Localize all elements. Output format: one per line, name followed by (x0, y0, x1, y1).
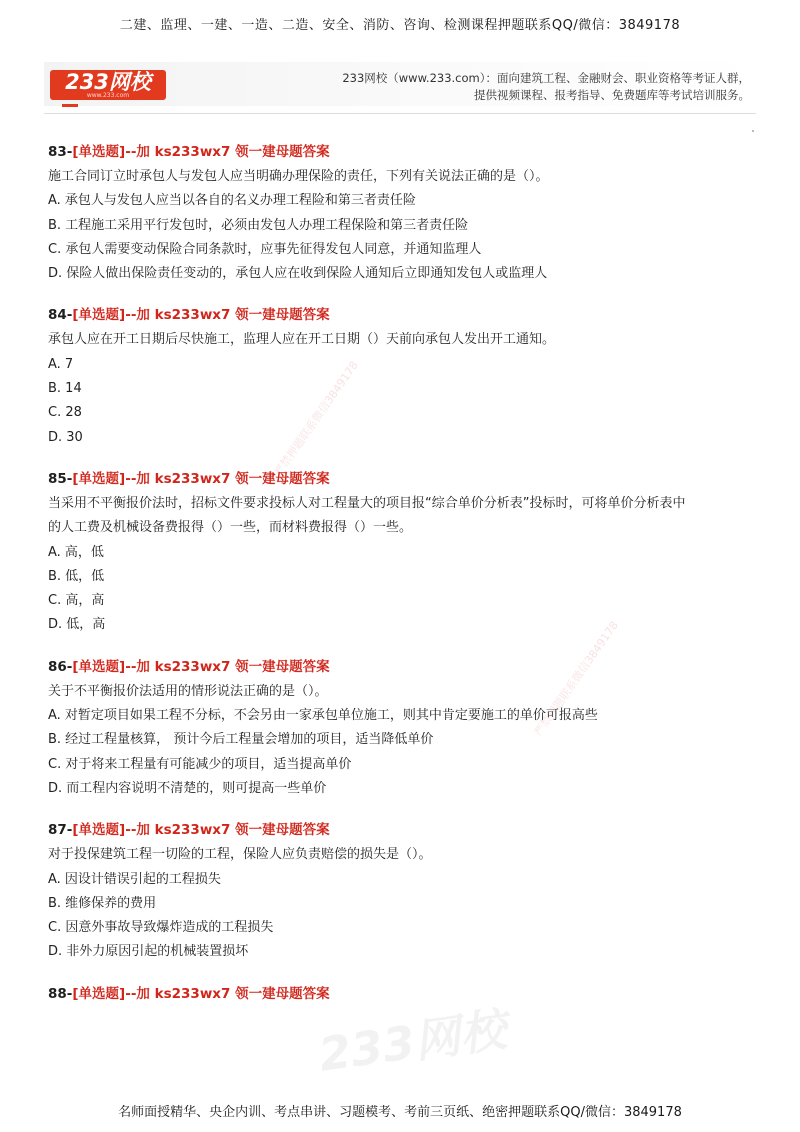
diagonal-watermark: 严禁押题联系微信3849178 (531, 618, 621, 739)
question-block (48, 657, 758, 801)
answer-option: C. 因意外事故导致爆炸造成的工程损失 (48, 920, 274, 936)
question-number: 87- (48, 822, 73, 839)
question-number: 83- (48, 144, 73, 160)
answer-option: D. 而工程内容说明不清楚的，则可提高一些单价 (48, 780, 327, 796)
question-number: 86- (48, 658, 73, 675)
answer-option: C. 28 (48, 405, 82, 421)
question-stem: 施工合同订立时承包人与发包人应当明确办理保险的责任，下列有关说法正确的是（）。 (48, 169, 549, 184)
answer-option: A. 因设计错误引起的工程损失 (48, 871, 221, 887)
question-block (48, 984, 758, 1004)
answer-option: B. 14 (48, 381, 82, 397)
answer-option: A. 7 (48, 356, 74, 372)
answer-option: C. 承包人需要变动保险合同条款时，应事先征得发包人同意，并通知监理人 (48, 241, 482, 257)
answer-option: B. 工程施工采用平行发包时，必须由发包人办理工程保险和第三者责任险 (48, 217, 469, 233)
footer-contact-banner: 名师面授精华、央企内训、考点串讲、习题模考、考前三页纸、绝密押题联系QQ/微信：3849178 (118, 1105, 682, 1120)
question-title (48, 820, 758, 840)
question-block (48, 305, 758, 449)
answer-option: D. 30 (48, 429, 83, 445)
question-stem-continued: 的人工费及机械设备费报得（）一些，而材料费报得（）一些。 (48, 520, 413, 536)
question-list (48, 142, 758, 1023)
answer-option: A. 承包人与发包人应当以各自的名义办理工程险和第三者责任险 (48, 193, 416, 209)
question-block (48, 820, 758, 964)
question-type-tag: [单选题]--加 ks233wx7 领一建母题答案 (72, 470, 330, 487)
question-stem: 关于不平衡报价法适用的情形说法正确的是（）。 (48, 683, 328, 699)
question-type-tag: [单选题]--加 ks233wx7 领一建母题答案 (72, 985, 330, 1002)
question-stem: 对于投保建筑工程一切险的工程，保险人应负责赔偿的损失是（）。 (48, 847, 432, 863)
question-title (48, 305, 758, 325)
answer-option: C. 对于将来工程量有可能减少的项目，适当提高单价 (48, 756, 352, 772)
footer-logo-watermark: 233网校 (315, 1002, 510, 1082)
answer-option: C. 高，高 (48, 593, 105, 609)
question-stem: 承包人应在开工日期后尽快施工，监理人应在开工日期（）天前向承包人发出开工通知。 (48, 332, 556, 348)
question-type-tag: [单选题]--加 ks233wx7 领一建母题答案 (72, 658, 330, 675)
top-contact-banner: 二建、监理、一建、一造、二造、安全、消防、咨询、检测课程押题联系QQ/微信：3849178 (119, 18, 681, 33)
header-desc-line2: 提供视频课程、报考指导、免费题库等考试培训服务。 (474, 88, 750, 102)
answer-option: D. 非外力原因引起的机械装置损坏 (48, 944, 249, 960)
question-stem: 当采用不平衡报价法时，招标文件要求投标人对工程量大的项目报“综合单价分析表”投标时，可将单价分析表中 (48, 495, 686, 511)
question-type-tag: [单选题]--加 ks233wx7 领一建母题答案 (72, 822, 330, 839)
logo-text: 233网校 (65, 70, 151, 94)
answer-option: B. 维修保养的费用 (48, 895, 157, 911)
logo-url: www.233.com (86, 92, 130, 99)
question-type-tag: [单选题]--加 ks233wx7 领一建母题答案 (72, 144, 330, 160)
question-number: 85- (48, 470, 73, 487)
margin-dot (752, 130, 754, 132)
question-number: 84- (48, 307, 73, 324)
answer-option: D. 保险人做出保险责任变动的，承包人应在收到保险人通知后立即通知发包人或监理人 (48, 266, 548, 282)
header-description (280, 70, 750, 104)
answer-option: D. 低，高 (48, 617, 106, 633)
question-block (48, 142, 758, 286)
question-number: 88- (48, 985, 73, 1002)
header-desc-line1: 233网校（www.233.com）：面向建筑工程、金融财会、职业资格等考证人群， (342, 71, 750, 85)
question-block (48, 469, 758, 638)
logo-underline (62, 104, 78, 107)
question-title (48, 657, 758, 677)
site-logo[interactable] (50, 70, 166, 100)
question-type-tag: [单选题]--加 ks233wx7 领一建母题答案 (72, 307, 330, 324)
answer-option: B. 经过工程量核算， 预计今后工程量会增加的项目，适当降低单价 (48, 732, 434, 748)
answer-option: A. 对暂定项目如果工程不分标，不会另由一家承包单位施工，则其中肯定要施工的单价可报高些 (48, 708, 598, 724)
diagonal-watermark: 严禁押题联系微信3849178 (271, 358, 361, 479)
answer-option: B. 低，低 (48, 568, 105, 584)
question-title (48, 469, 758, 489)
question-title (48, 984, 758, 1004)
question-title (48, 142, 758, 162)
header-divider (44, 113, 756, 114)
answer-option: A. 高，低 (48, 544, 104, 560)
